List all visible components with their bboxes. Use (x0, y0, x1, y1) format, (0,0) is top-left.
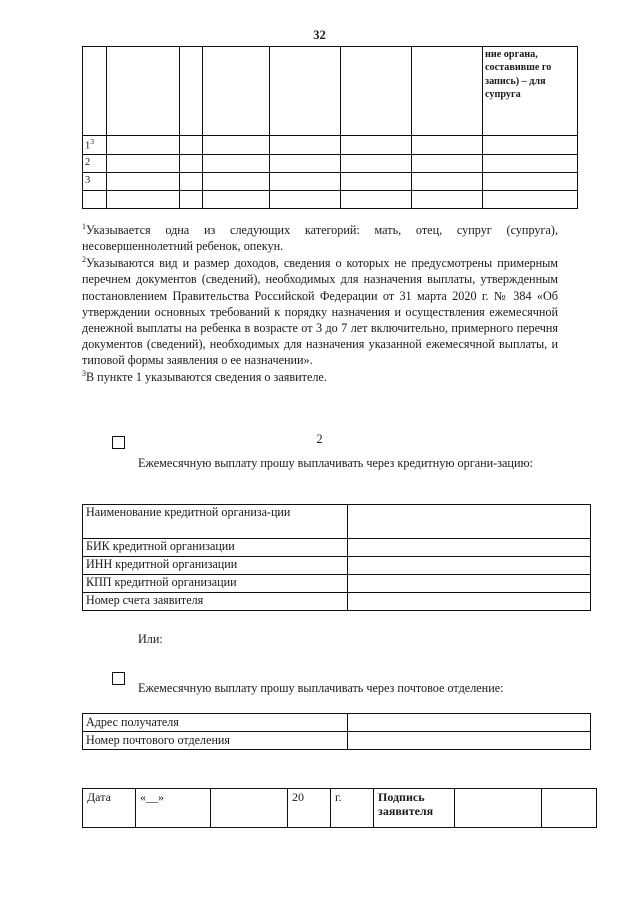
table-row (83, 789, 597, 828)
table-row (83, 732, 591, 750)
table-row (83, 172, 578, 190)
header-cell-e (341, 47, 412, 136)
bank-bik-input[interactable] (348, 539, 591, 557)
footnote-1 (82, 222, 558, 255)
row-number-cell: $1^3$ (83, 136, 107, 155)
row-cell (180, 136, 203, 155)
year-prefix: 20 (288, 789, 331, 828)
post-office-text: Ежемесячную выплату прошу выплачивать через почтовое отделение: (138, 681, 504, 695)
footnote-2-text: Указываются вид и размер доходов, сведения о которых не предусмотрены примерным перечнем документов (сведений), необходимых для назначения выплаты, утвержденным постановлением Правительства Российской Федерации от 31 марта 2020 г. № 384 «Об утверждении основных требований к порядку назначения и осуществления ежемесячной денежной выплаты на ребенка в возрасте от 3 до 7 лет включительно, примерного перечня документов (сведений), необходимых для назначения указанной ежемесячной выплаты, и типовой формы заявления о ее назначении». (82, 256, 558, 368)
row-cell (203, 136, 270, 155)
row-cell (341, 154, 412, 172)
post-office-number-label: Номер почтового отделения (83, 732, 348, 750)
post-details-table (82, 713, 591, 750)
row-number-cell: 3 (83, 172, 107, 190)
bank-name-input[interactable] (348, 505, 591, 539)
recipient-address-label: Адрес получателя (83, 714, 348, 732)
row-cell (412, 136, 483, 155)
bank-transfer-text: Ежемесячную выплату прошу выплачивать через кредитную органи-зацию: (138, 456, 533, 470)
signature-field[interactable] (455, 789, 542, 828)
row-cell (203, 154, 270, 172)
page-number: 32 (313, 28, 326, 42)
row-cell (270, 136, 341, 155)
signature-block-table (82, 788, 597, 828)
header-cell-d (270, 47, 341, 136)
row-cell (203, 172, 270, 190)
bank-transfer-checkbox[interactable] (112, 436, 125, 449)
row-cell (412, 154, 483, 172)
table-row (83, 714, 591, 732)
row-cell (483, 190, 578, 208)
header-cell-c (203, 47, 270, 136)
header-cell-spouse-authority: ние органа, составивше го запись) – для супруга (483, 47, 578, 136)
row-cell (203, 190, 270, 208)
header-cell-f (412, 47, 483, 136)
row-cell (412, 190, 483, 208)
header-cell-number (83, 47, 107, 136)
row-cell (107, 136, 180, 155)
row-cell (412, 172, 483, 190)
table-header-row (83, 47, 578, 136)
bank-account-input[interactable] (348, 593, 591, 611)
bank-name-label: Наименование кредитной организа-ции (83, 505, 348, 539)
footnote-marker: 2 (82, 255, 86, 264)
table-row (83, 593, 591, 611)
bank-bik-label: БИК кредитной организации (83, 539, 348, 557)
footnote-1-text: Указывается одна из следующих категорий: мать, отец, супруг (супруга), несовершеннолетний ребенок, опекун. (82, 223, 558, 254)
row-cell (180, 154, 203, 172)
bank-account-label: Номер счета заявителя (83, 593, 348, 611)
row-cell (483, 154, 578, 172)
row-cell (270, 154, 341, 172)
row-cell (107, 154, 180, 172)
extra-field[interactable] (542, 789, 597, 828)
table-row (83, 136, 578, 155)
footnote-marker-3: 3 (90, 137, 94, 146)
row-cell (107, 190, 180, 208)
footnotes-block (82, 222, 558, 386)
footnote-2 (82, 255, 558, 369)
recipient-address-input[interactable] (348, 714, 591, 732)
header-cell-a (107, 47, 180, 136)
table-row (83, 575, 591, 593)
year-suffix: г. (331, 789, 374, 828)
bank-transfer-paragraph (82, 455, 558, 471)
header-cell-b (180, 47, 203, 136)
bank-inn-input[interactable] (348, 557, 591, 575)
row-cell (180, 172, 203, 190)
date-label: Дата (83, 789, 136, 828)
bank-kpp-label: КПП кредитной организации (83, 575, 348, 593)
post-office-paragraph (82, 680, 572, 696)
footnote-3-text: В пункте 1 указываются сведения о заявителе. (86, 370, 327, 385)
row-number-cell (83, 190, 107, 208)
bank-kpp-input[interactable] (348, 575, 591, 593)
row-cell (341, 136, 412, 155)
signature-label: Подпись заявителя (374, 789, 455, 828)
table-row (83, 190, 578, 208)
row-cell (483, 172, 578, 190)
table-row (83, 505, 591, 539)
bank-inn-label: ИНН кредитной организации (83, 557, 348, 575)
bank-details-table (82, 504, 591, 611)
row-cell (270, 172, 341, 190)
row-number-cell: 2 (83, 154, 107, 172)
footnote-3 (82, 369, 558, 385)
table-row (83, 154, 578, 172)
month-field[interactable] (211, 789, 288, 828)
table-row (83, 557, 591, 575)
row-cell (341, 172, 412, 190)
footnote-marker: 1 (82, 222, 86, 231)
row-cell (180, 190, 203, 208)
row-cell (483, 136, 578, 155)
row-cell (270, 190, 341, 208)
table-row (83, 539, 591, 557)
post-office-number-input[interactable] (348, 732, 591, 750)
continued-data-table (82, 46, 578, 209)
day-field[interactable]: «__» (136, 789, 211, 828)
or-label: Или: (138, 632, 163, 646)
footnote-marker: 3 (82, 369, 86, 379)
section-number: 2 (316, 432, 323, 446)
row-cell (107, 172, 180, 190)
row-cell (341, 190, 412, 208)
